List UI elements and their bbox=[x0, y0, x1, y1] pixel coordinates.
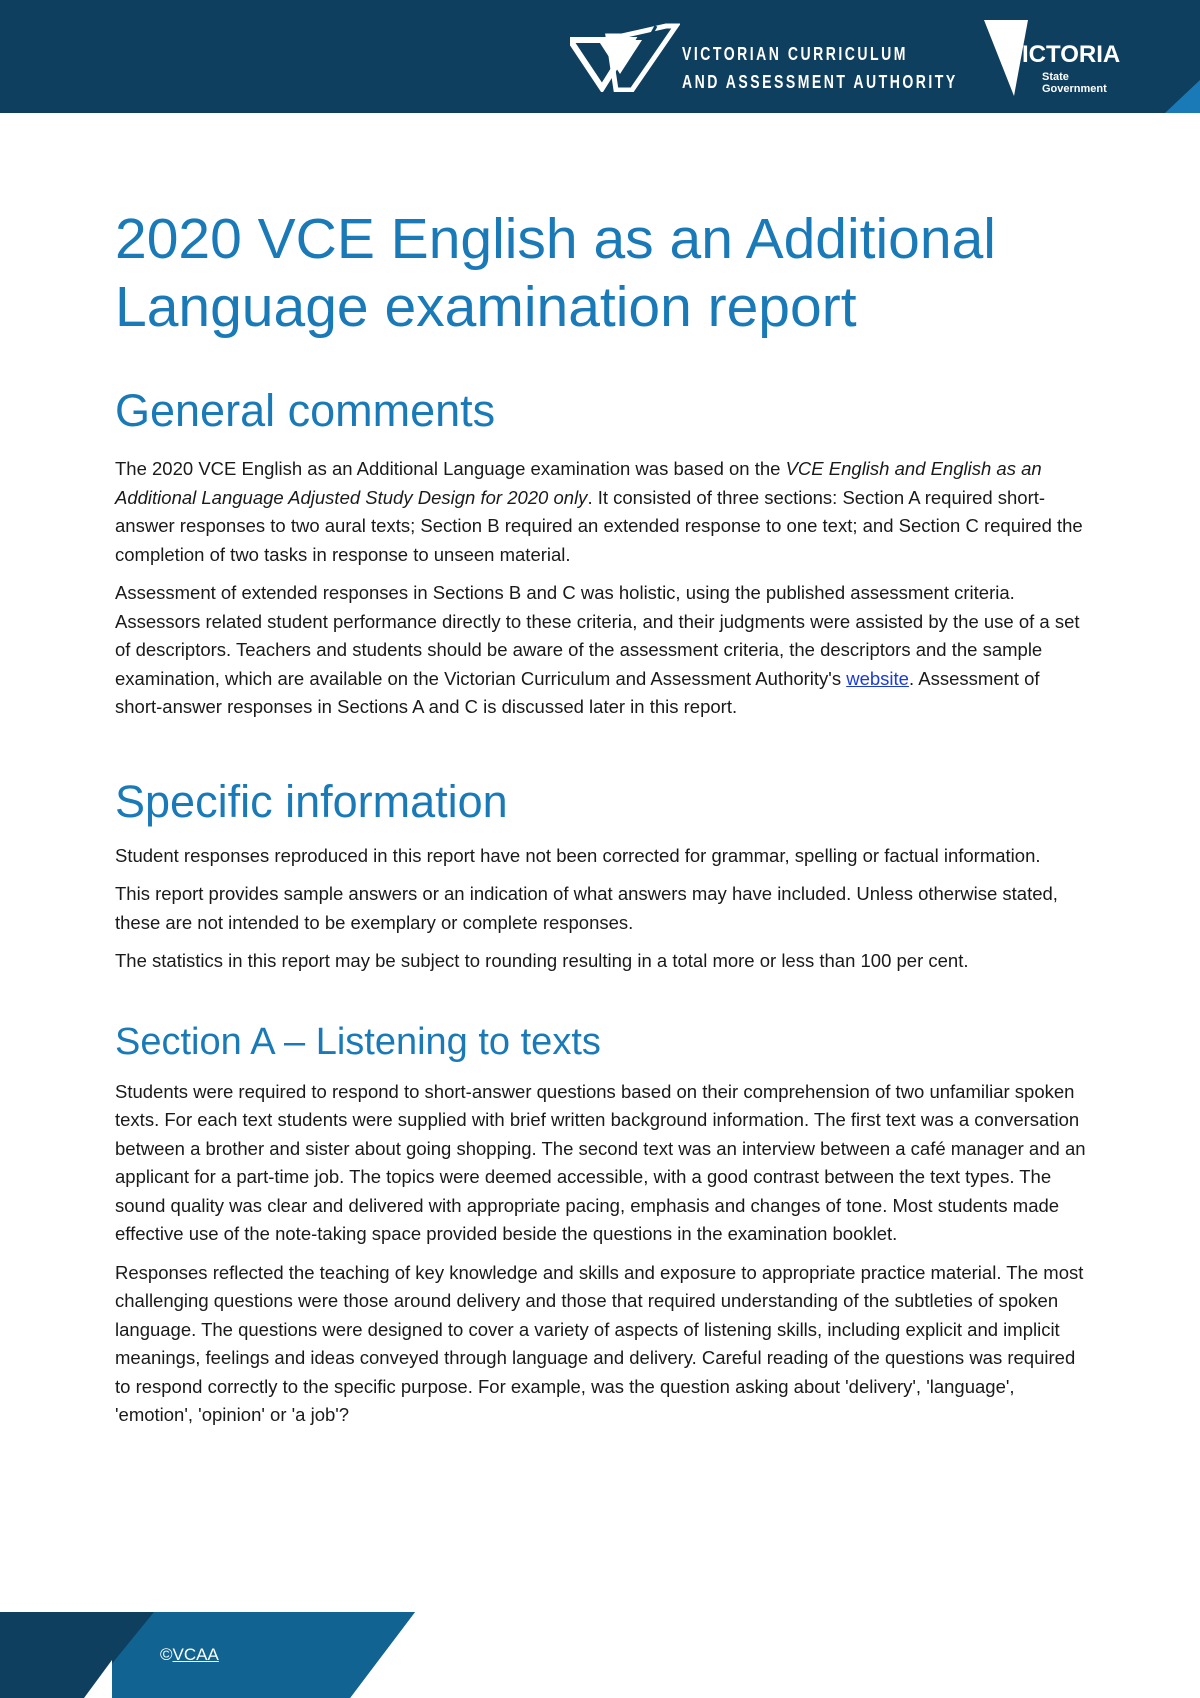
section-a-paragraph-1: Students were required to respond to short-answer questions based on their comprehension of two unfamiliar spoken texts. For each text students were supplied with brief written background information. The first text was a conversation between a brother and sister about going shopping. The second text was an interview between a café manager and an applicant for a part-time job. The topics were deemed accessible, with a good contrast between the text types. The sound quality was clear and delivered with appropriate pacing, emphasis and changes of tone. Most students made effective use of the note-taking space provided beside the questions in the examination booklet. bbox=[115, 1080, 1086, 1244]
general-p1-text-b: . It consisted of three sections: Section A required short-answer responses to two aural texts; Section B required an extended response to one text; and Section C required the completion of two tasks in response to unseen material. bbox=[115, 486, 1083, 565]
page-title: 2020 VCE English as an Additional Language examination report bbox=[115, 207, 996, 339]
specific-paragraph-3: The statistics in this report may be subject to rounding resulting in a total more or less than 100 per cent. bbox=[115, 950, 969, 971]
study-design-title: VCE English and English as an Additional Language Adjusted Study Design for 2020 only bbox=[115, 458, 1042, 508]
section-a-heading: Section A – Listening to texts bbox=[115, 1020, 601, 1063]
vic-logo-state: State bbox=[1042, 71, 1069, 83]
copyright-notice bbox=[160, 1645, 219, 1665]
vcaa-line-2: AND ASSESSMENT AUTHORITY bbox=[682, 72, 958, 92]
vic-logo-government: Government bbox=[1042, 83, 1107, 95]
vcaa-line-1: VICTORIAN CURRICULUM bbox=[682, 44, 908, 64]
vcaa-wordmark bbox=[682, 40, 958, 96]
general-p1-text-a: The 2020 VCE English as an Additional Language examination was based on the bbox=[115, 458, 786, 479]
general-p2-text-b: . Assessment of short-answer responses in Sections A and C is discussed later in this report. bbox=[115, 667, 1040, 717]
vcaa-copyright-link[interactable]: VCAA bbox=[172, 1645, 219, 1664]
vic-logo-word: VICTORIA bbox=[1006, 41, 1121, 68]
general-comments-heading: General comments bbox=[115, 385, 496, 436]
general-paragraph-2 bbox=[115, 579, 1090, 722]
vcaa-website-link[interactable]: website bbox=[846, 667, 909, 689]
specific-paragraph-1: Student responses reproduced in this report have not been corrected for grammar, spelling or factual information. bbox=[115, 844, 1041, 866]
general-paragraph-1 bbox=[115, 455, 1090, 569]
victoria-state-government-logo-icon bbox=[980, 16, 1130, 100]
specific-information-heading: Specific information bbox=[115, 775, 508, 827]
specific-paragraph-2: This report provides sample answers or an indication of what answers may have included. Unless otherwise stated, these are not intended to be exemplary or complete responses. bbox=[115, 883, 1058, 933]
section-a-paragraph-2: Responses reflected the teaching of key knowledge and skills and exposure to appropriate practice material. The most challenging questions were those around delivery and those that required understanding of the subtleties of spoken language. The questions were designed to cover a variety of aspects of listening skills, including explicit and implicit meanings, feelings and ideas conveyed through language and delivery. Careful reading of the questions was required to respond correctly to the specific purpose. For example, was the question asking about 'delivery', 'language', 'emotion', 'opinion' or 'a job'? bbox=[115, 1261, 1084, 1425]
vcaa-logo-icon bbox=[570, 22, 680, 92]
general-p2-text-a: Assessment of extended responses in Sections B and C was holistic, using the published assessment criteria. Assessors related student performance directly to these criteria, and their judgments were assisted by the use of a set of descriptors. Teachers and students should be aware of the assessment criteria, the descriptors and the sample examination, which are available on the Victorian Curriculum and Assessment Authority's bbox=[115, 582, 1080, 689]
report-content bbox=[115, 205, 1090, 1430]
page-header bbox=[0, 0, 1200, 113]
copyright-symbol: © bbox=[160, 1645, 173, 1664]
